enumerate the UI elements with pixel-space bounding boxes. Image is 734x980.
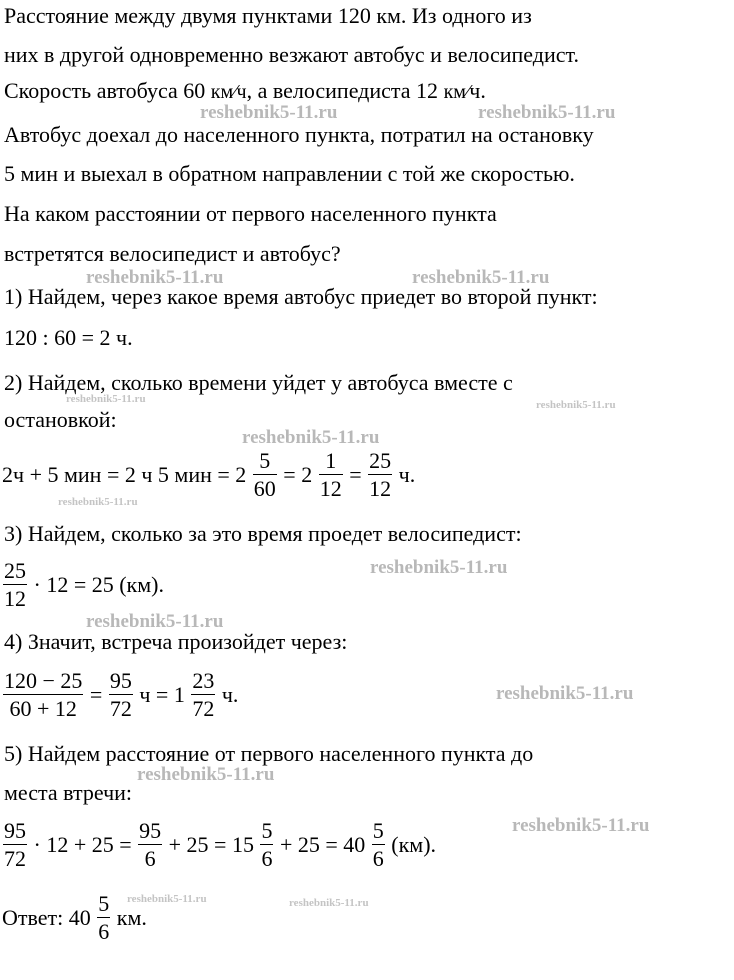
watermark: reshebnik5-11.ru <box>200 102 338 123</box>
watermark: reshebnik5-11.ru <box>512 815 650 836</box>
fraction-5-6-b: $\frac{5}{6}$ <box>372 818 384 871</box>
fraction-23-72: $\frac{23}{72}$ <box>192 668 215 721</box>
equals-sign: = <box>89 682 103 707</box>
watermark: reshebnik5-11.ru <box>58 496 138 508</box>
step-3-calc <box>2 560 164 610</box>
problem-line-4: Автобус доехал до населенного пункта, потратил на остановку <box>4 122 594 147</box>
fraction-5-6: $\frac{5}{6}$ <box>261 818 273 871</box>
fraction-95-6: $\frac{95}{6}$ <box>139 818 162 871</box>
watermark: reshebnik5-11.ru <box>127 893 207 905</box>
answer <box>2 893 147 943</box>
watermark: reshebnik5-11.ru <box>66 393 146 405</box>
watermark: reshebnik5-11.ru <box>478 102 616 123</box>
equals-sign: = <box>349 462 362 487</box>
speed-unit-bike: км⁄ <box>443 81 470 103</box>
step-3-result: · 12 = 25 (км). <box>33 572 164 597</box>
fraction-25-12-b: $\frac{25}{12}$ <box>4 558 26 611</box>
watermark: reshebnik5-11.ru <box>242 427 380 448</box>
unit-hours: ч. <box>398 462 416 487</box>
step-1-calc: 120 : 60 = 2 ч. <box>4 325 133 350</box>
problem-line-6: На каком расстоянии от первого населенного пункта <box>4 201 497 226</box>
step-4-mid: ч = 1 <box>139 682 185 707</box>
fraction-95-72: $\frac{95}{72}$ <box>109 668 132 721</box>
problem-line-3-mid: , а велосипедиста 12 <box>246 78 439 103</box>
step-5-line-2: места втречи: <box>4 780 133 805</box>
step-5-line-1: 5) Найдем расстояние от первого населенного пункта до <box>4 741 534 766</box>
step-2-line-1: 2) Найдем, сколько времени уйдет у автобуса вместе с <box>4 370 513 395</box>
fraction-1-12: $\frac{1}{12}$ <box>319 448 342 501</box>
watermark: reshebnik5-11.ru <box>412 267 550 288</box>
problem-line-2: них в другой одновременно везжают автобус и велосипедист. <box>4 42 579 67</box>
step-2-calc-start: 2ч + 5 мин = 2 ч 5 мин = 2 <box>2 462 247 487</box>
step-5-calc <box>2 820 436 870</box>
speed-unit-bus: км⁄ч <box>210 81 247 103</box>
step-5-part-2: + 25 = 15 <box>168 832 254 857</box>
watermark: reshebnik5-11.ru <box>536 399 616 411</box>
watermark: reshebnik5-11.ru <box>86 267 224 288</box>
step-5-part-1: · 12 + 25 = <box>33 832 132 857</box>
problem-line-3-start: Скорость автобуса 60 <box>4 78 206 103</box>
step-1: 1) Найдем, через какое время автобус приедет во второй пункт: <box>4 284 598 309</box>
fraction-25-12: $\frac{25}{12}$ <box>369 448 392 501</box>
watermark: reshebnik5-11.ru <box>137 764 275 785</box>
watermark: reshebnik5-11.ru <box>496 683 634 704</box>
equals-2: = 2 <box>283 462 313 487</box>
step-3: 3) Найдем, сколько за это время проедет велосипедист: <box>4 521 522 546</box>
step-5-part-3: + 25 = 40 <box>279 832 366 857</box>
fraction-5-60: $\frac{5}{60}$ <box>253 448 276 501</box>
step-2-line-2: остановкой: <box>4 407 117 432</box>
answer-unit: км. <box>116 905 147 930</box>
answer-fraction: $\frac{5}{6}$ <box>98 891 110 944</box>
fraction-sum: $\frac{120 - 25}{60 + 12}$ <box>4 668 83 721</box>
problem-line-1: Расстояние между двумя пунктами 120 км. Из одного из <box>4 3 532 28</box>
step-4: 4) Значит, встреча произойдет через: <box>4 629 348 654</box>
unit-km: (км). <box>391 832 437 857</box>
problem-line-3 <box>4 78 486 105</box>
problem-line-3-end: ч. <box>469 78 486 103</box>
step-4-calc <box>2 670 238 720</box>
step-2-calc <box>2 450 415 500</box>
fraction-95-72-b: $\frac{95}{72}$ <box>4 818 26 871</box>
answer-label: Ответ: 40 <box>2 905 91 930</box>
watermark: reshebnik5-11.ru <box>289 897 369 909</box>
unit-hours: ч. <box>221 682 239 707</box>
watermark: reshebnik5-11.ru <box>86 611 224 632</box>
problem-line-7: встретятся велосипедист и автобус? <box>4 241 341 266</box>
watermark: reshebnik5-11.ru <box>370 557 508 578</box>
problem-line-5: 5 мин и выехал в обратном направлении с той же скоростью. <box>4 161 575 186</box>
